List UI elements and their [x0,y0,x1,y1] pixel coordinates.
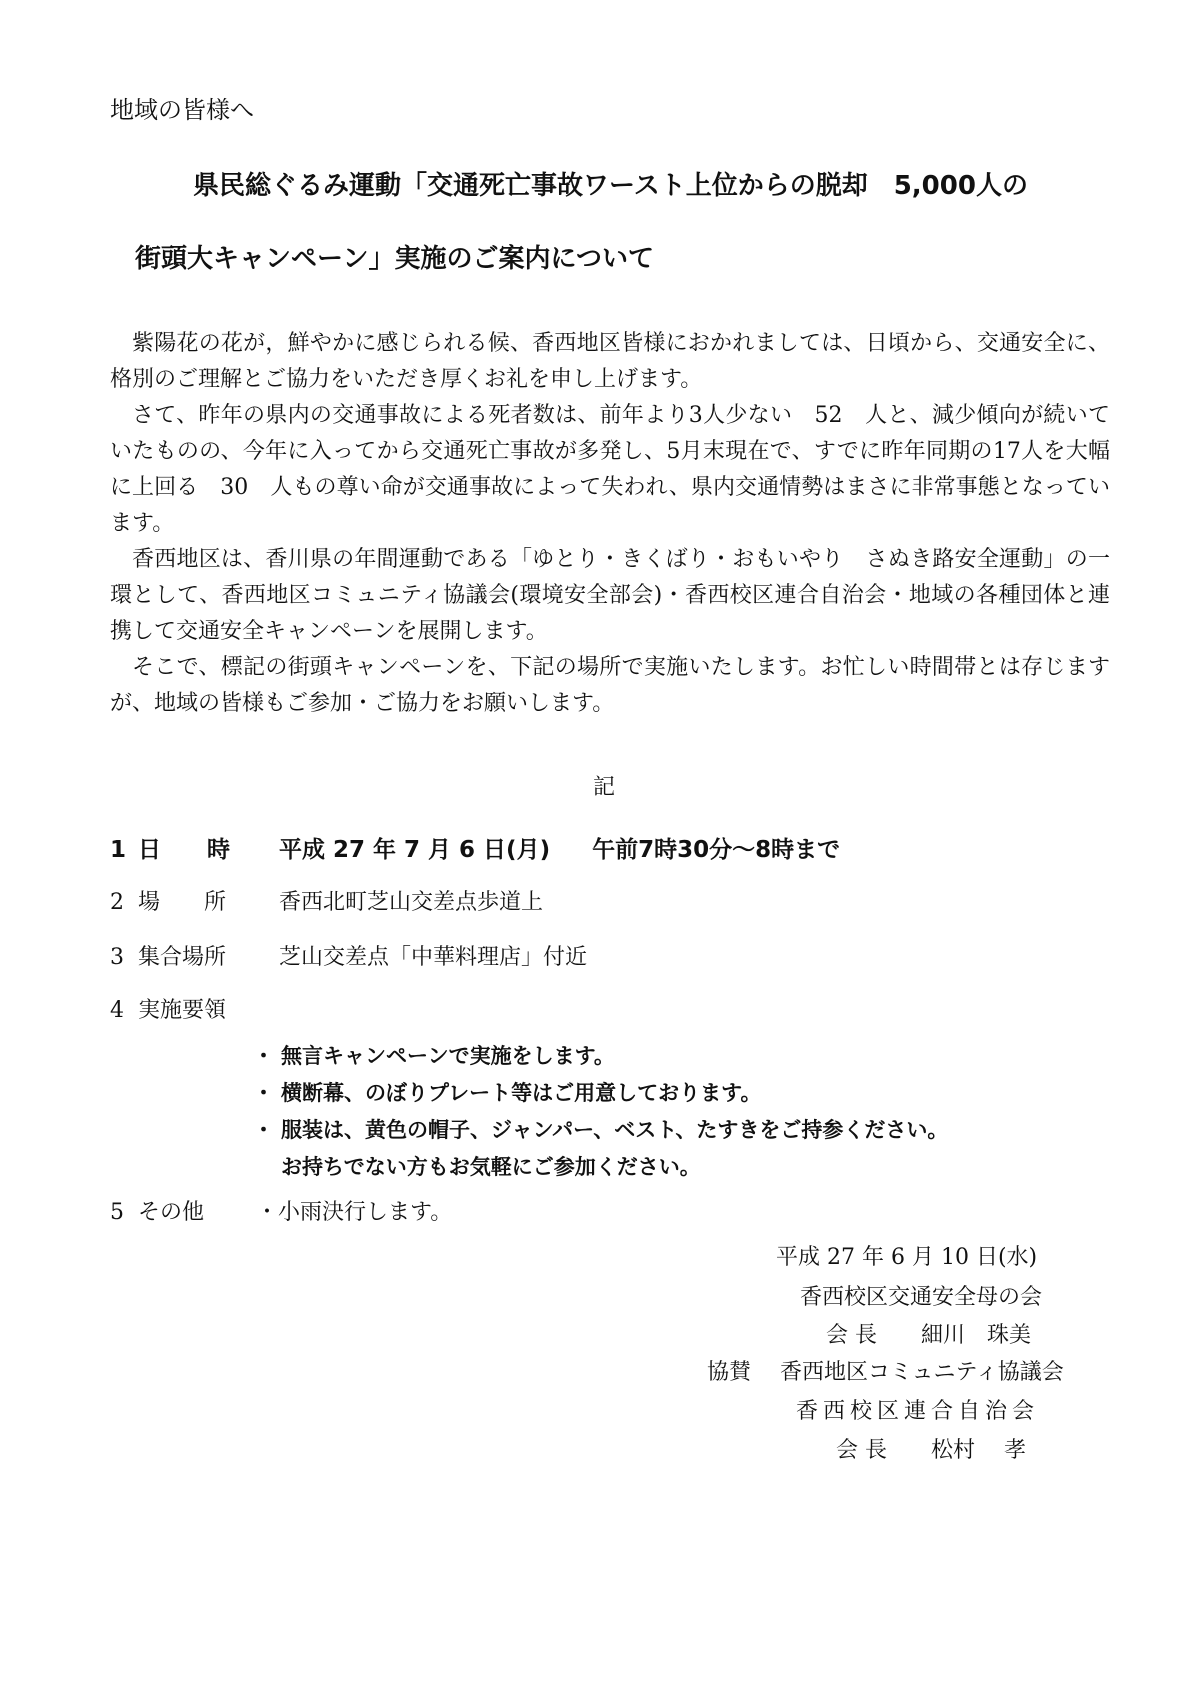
item-other [110,1195,452,1226]
paragraph-campaign: 香西地区は、香川県の年間運動である「ゆとり・きくばり・おもいやり さぬき路安全運動」の一環として、香西地区コミュニティ協議会(環境安全部会)・香西校区連合自治会・地域の各種団体と連携して交通安全キャンペーンを展開します。 [110,547,1110,644]
item-procedure [110,993,279,1024]
addressee: 地域の皆様へ [110,96,254,124]
item-value: 香西北町芝山交差点歩道上 [279,890,544,915]
signature-org-mothers: 香西校区交通安全母の会 [800,1285,1043,1310]
item-value: 芝山交差点「中華料理店」付近 [279,945,588,970]
item-meeting-place [110,940,587,971]
bullet-text: 服装は、黄色の帽子、ジャンパー、ベスト、たすきをご持参ください。 [281,1118,949,1142]
bullet-continuation: お持ちでない方もお気軽にご参加ください。 [281,1155,701,1179]
paragraph-greeting: 紫陽花の花が，鮮やかに感じられる候、香西地区皆様におかれましては、日頃から、交通安全に、格別のご理解とご協力をいただき厚くお礼を申し上げます。 [110,331,1110,392]
item-label: 実施要領 [138,998,227,1023]
item-label: 集合場所 [138,945,227,970]
item-number: 2 [110,890,124,915]
item-label: その他 [138,1200,205,1225]
signature-chair-2: 会 長 松村 孝 [836,1438,1026,1463]
paragraph-request: そこで、標記の街頭キャンペーンを、下記の場所で実施いたします。お忙しい時間帯とは存じますが、地域の皆様もご参加・ご協力をお願いします。 [110,655,1110,716]
bullet-text: 無言キャンペーンで実施をします。 [281,1044,615,1068]
item-place [110,885,543,916]
bullet-text: 横断幕、のぼりプレート等はご用意しております。 [281,1081,762,1105]
event-date: 平成 27 年 7 月 6 日(月) [279,837,551,863]
body-text [110,326,1110,722]
list-item [253,1075,948,1112]
signature-cosponsor: 協賛 香西地区コミュニティ協議会 [707,1360,1064,1385]
bullet-mark: ・ [253,1081,274,1105]
title-line-1: 県民総ぐるみ運動「交通死亡事故ワースト上位からの脱却 5,000人の [193,171,1028,201]
event-time: 午前7時30分～8時まで [592,837,841,863]
item-number: 3 [110,945,124,970]
item-value: ・小雨決行します。 [256,1200,453,1225]
title-line-2: 街頭大キャンペーン」実施のご案内について [135,244,654,274]
list-item [253,1112,948,1149]
ki-heading: 記 [593,775,616,800]
bullet-mark: ・ [253,1044,274,1068]
bullet-mark: ・ [253,1118,274,1142]
item-label: 日 時 [138,837,230,863]
item-datetime [110,831,840,864]
signature-org-council: 香西校区連合自治会 [796,1399,1040,1424]
list-item [253,1038,948,1075]
item-number: 1 [110,837,127,863]
item-number: 4 [110,998,124,1023]
signature-date: 平成 27 年 6 月 10 日(水) [776,1245,1038,1270]
signature-chair-1: 会 長 細川 珠美 [826,1323,1031,1348]
item-number: 5 [110,1200,124,1225]
paragraph-situation: さて、昨年の県内の交通事故による死者数は、前年より3人少ない 52 人と、減少傾向が続いていたものの、今年に入ってから交通死亡事故が多発し、5月末現在で、すでに昨年同期の17人を大幅に上回る 30 人もの尊い命が交通事故によって失われ、県内交通情勢はまさに非常事態となっています。 [110,403,1110,536]
item-label: 場 所 [138,890,227,915]
procedure-bullets [253,1038,948,1186]
